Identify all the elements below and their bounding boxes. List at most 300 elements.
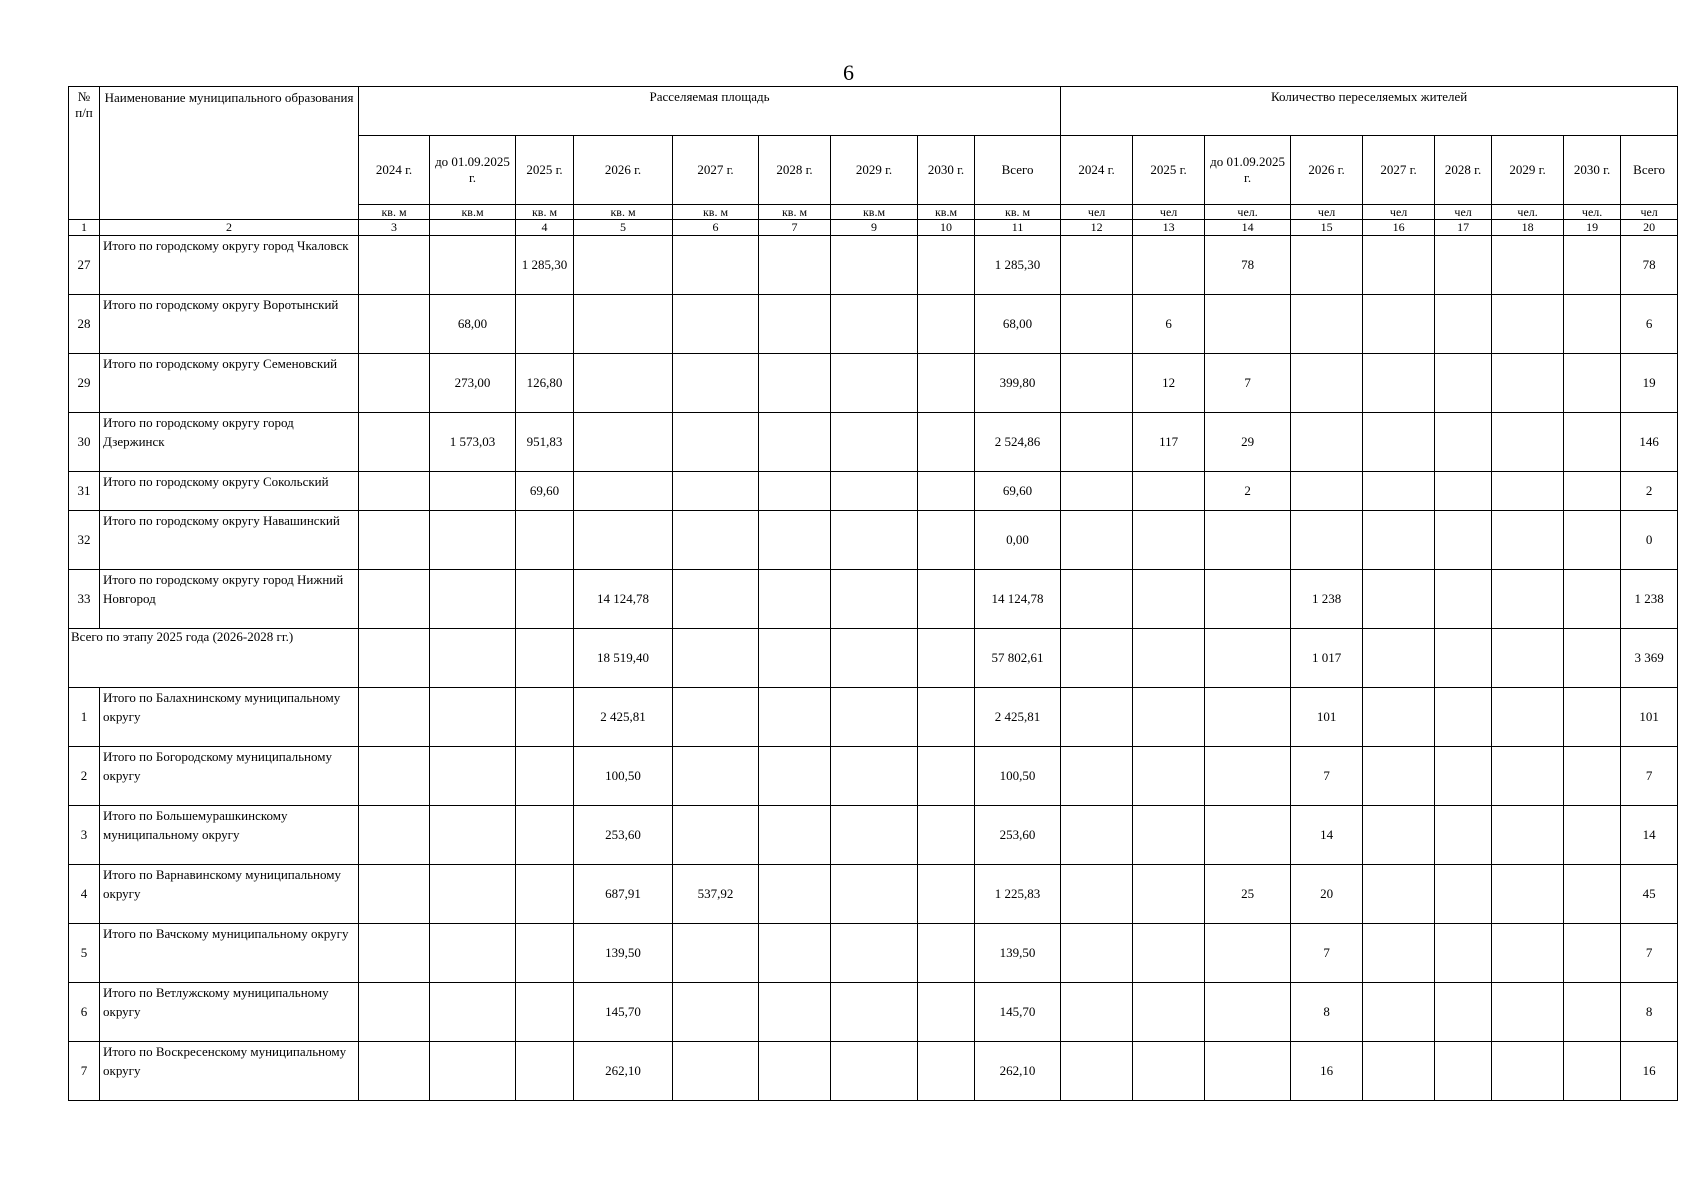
row-cell [1291, 236, 1363, 295]
row-cell: 29 [1205, 413, 1291, 472]
row-cell [1061, 413, 1133, 472]
row-name: Итого по городскому округу Воротынский [100, 295, 359, 354]
row-cell [1291, 295, 1363, 354]
row-cell [1205, 295, 1291, 354]
row-cell: 126,80 [516, 354, 574, 413]
row-cell [831, 511, 918, 570]
row-cell [430, 924, 516, 983]
header-no: № п/п [69, 87, 100, 220]
header-people-unit: чел. [1205, 205, 1291, 220]
row-cell [673, 924, 759, 983]
row-cell [516, 295, 574, 354]
header-col-number: 10 [918, 220, 975, 236]
header-people-unit: чел [1061, 205, 1133, 220]
row-cell [918, 865, 975, 924]
row-cell: 2 [1205, 472, 1291, 511]
header-people-unit: чел [1621, 205, 1678, 220]
row-number: 2 [69, 747, 100, 806]
total-row [69, 629, 1678, 688]
header-area-unit: кв. м [574, 205, 673, 220]
row-cell [673, 354, 759, 413]
header-area-year: Всего [975, 136, 1061, 205]
header-area-year: до 01.09.2025 г. [430, 136, 516, 205]
row-cell: 12 [1133, 354, 1205, 413]
header-col-number: 9 [831, 220, 918, 236]
row-cell [759, 1042, 831, 1101]
total-cell [1564, 629, 1621, 688]
table-row [69, 472, 1678, 511]
header-area-unit: кв.м [918, 205, 975, 220]
row-cell: 146 [1621, 413, 1678, 472]
row-cell [1564, 865, 1621, 924]
row-cell [1133, 983, 1205, 1042]
row-cell [918, 924, 975, 983]
row-cell [1564, 1042, 1621, 1101]
row-name: Итого по городскому округу Семеновский [100, 354, 359, 413]
row-cell [1492, 747, 1564, 806]
row-cell [430, 747, 516, 806]
total-cell [1061, 629, 1133, 688]
header-people-unit: чел [1363, 205, 1435, 220]
row-cell: 8 [1291, 983, 1363, 1042]
row-cell: 101 [1621, 688, 1678, 747]
table-row [69, 354, 1678, 413]
row-cell: 14 124,78 [975, 570, 1061, 629]
header-area-year: 2030 г. [918, 136, 975, 205]
row-name: Итого по Воскресенскому муниципальному округу [100, 1042, 359, 1101]
header-area-unit: кв.м [831, 205, 918, 220]
row-cell: 1 238 [1291, 570, 1363, 629]
row-cell [831, 1042, 918, 1101]
row-cell [1492, 1042, 1564, 1101]
row-cell: 16 [1621, 1042, 1678, 1101]
row-cell [1435, 924, 1492, 983]
row-name: Итого по городскому округу город Чкаловск [100, 236, 359, 295]
row-cell [516, 865, 574, 924]
row-cell [359, 688, 430, 747]
table-row [69, 688, 1678, 747]
row-number: 4 [69, 865, 100, 924]
header-col-number: 14 [1205, 220, 1291, 236]
row-cell [359, 747, 430, 806]
row-cell [1435, 413, 1492, 472]
row-cell [1205, 1042, 1291, 1101]
row-cell [1291, 472, 1363, 511]
row-cell [1061, 865, 1133, 924]
row-cell [1564, 354, 1621, 413]
row-cell [359, 983, 430, 1042]
row-number: 31 [69, 472, 100, 511]
row-name: Итого по городскому округу город Дзержинск [100, 413, 359, 472]
row-cell [918, 688, 975, 747]
header-col-number: 11 [975, 220, 1061, 236]
header-col-number: 20 [1621, 220, 1678, 236]
header-col-number: 13 [1133, 220, 1205, 236]
header-area-year: 2024 г. [359, 136, 430, 205]
row-cell: 7 [1621, 924, 1678, 983]
row-name: Итого по Ветлужскому муниципальному округу [100, 983, 359, 1042]
header-col-number: 19 [1564, 220, 1621, 236]
row-cell [759, 295, 831, 354]
header-name: Наименование муниципального образования [100, 87, 359, 220]
header-col-number [430, 220, 516, 236]
row-cell [1061, 570, 1133, 629]
header-col-number: 3 [359, 220, 430, 236]
row-cell [574, 413, 673, 472]
total-cell [516, 629, 574, 688]
row-cell [1435, 354, 1492, 413]
row-number: 7 [69, 1042, 100, 1101]
row-cell [759, 747, 831, 806]
header-people-group: Количество переселяемых жителей [1061, 87, 1678, 136]
row-cell [1564, 983, 1621, 1042]
total-cell [359, 629, 430, 688]
row-cell [1492, 688, 1564, 747]
row-cell [430, 511, 516, 570]
row-cell [1492, 472, 1564, 511]
row-cell [1133, 511, 1205, 570]
row-cell: 6 [1621, 295, 1678, 354]
row-cell [918, 747, 975, 806]
row-cell [1564, 806, 1621, 865]
header-col-number: 18 [1492, 220, 1564, 236]
row-cell: 687,91 [574, 865, 673, 924]
row-cell [1492, 236, 1564, 295]
row-cell [359, 472, 430, 511]
row-cell [831, 413, 918, 472]
row-cell [516, 806, 574, 865]
header-area-year: 2026 г. [574, 136, 673, 205]
row-cell [574, 354, 673, 413]
row-cell [430, 806, 516, 865]
row-cell [759, 924, 831, 983]
row-cell [918, 983, 975, 1042]
total-cell [759, 629, 831, 688]
row-cell: 139,50 [975, 924, 1061, 983]
header-people-unit: чел [1435, 205, 1492, 220]
total-cell: 57 802,61 [975, 629, 1061, 688]
table-row [69, 511, 1678, 570]
row-name: Итого по Балахнинскому муниципальному округу [100, 688, 359, 747]
row-cell: 1 285,30 [975, 236, 1061, 295]
row-cell [1205, 511, 1291, 570]
table-row [69, 236, 1678, 295]
header-area-year: 2027 г. [673, 136, 759, 205]
row-cell [673, 236, 759, 295]
row-number: 5 [69, 924, 100, 983]
row-cell [516, 511, 574, 570]
row-cell [1133, 688, 1205, 747]
row-cell [1492, 806, 1564, 865]
row-cell [1435, 570, 1492, 629]
row-cell [1061, 236, 1133, 295]
row-cell: 262,10 [574, 1042, 673, 1101]
row-cell: 399,80 [975, 354, 1061, 413]
row-cell: 1 285,30 [516, 236, 574, 295]
row-cell [359, 511, 430, 570]
row-cell: 25 [1205, 865, 1291, 924]
header-col-number: 12 [1061, 220, 1133, 236]
row-cell [1061, 806, 1133, 865]
row-cell [1363, 688, 1435, 747]
row-number: 27 [69, 236, 100, 295]
row-cell [1133, 924, 1205, 983]
row-number: 29 [69, 354, 100, 413]
row-cell [1492, 354, 1564, 413]
row-cell [673, 1042, 759, 1101]
row-cell: 78 [1621, 236, 1678, 295]
row-cell [759, 983, 831, 1042]
row-cell [1564, 688, 1621, 747]
row-cell [1363, 354, 1435, 413]
header-area-group: Расселяемая площадь [359, 87, 1061, 136]
row-cell: 1 573,03 [430, 413, 516, 472]
row-cell [1564, 747, 1621, 806]
row-cell [1564, 236, 1621, 295]
total-cell [1363, 629, 1435, 688]
row-cell [430, 236, 516, 295]
row-cell [1564, 511, 1621, 570]
row-cell [1492, 924, 1564, 983]
row-cell [673, 511, 759, 570]
row-cell [1492, 511, 1564, 570]
header-people-year: 2027 г. [1363, 136, 1435, 205]
row-cell: 7 [1291, 924, 1363, 983]
row-cell [430, 570, 516, 629]
row-cell [516, 1042, 574, 1101]
row-cell [516, 924, 574, 983]
row-name: Итого по городскому округу Сокольский [100, 472, 359, 511]
row-cell [1291, 354, 1363, 413]
header-area-year: 2029 г. [831, 136, 918, 205]
total-cell [430, 629, 516, 688]
header-people-unit: чел [1291, 205, 1363, 220]
header-people-year: 2029 г. [1492, 136, 1564, 205]
row-cell [831, 983, 918, 1042]
row-cell [831, 747, 918, 806]
row-cell [430, 472, 516, 511]
row-cell: 14 [1291, 806, 1363, 865]
row-cell: 101 [1291, 688, 1363, 747]
row-cell [1492, 983, 1564, 1042]
header-people-unit: чел. [1492, 205, 1564, 220]
header-area-unit: кв. м [673, 205, 759, 220]
row-name: Итого по Варнавинскому муниципальному округу [100, 865, 359, 924]
row-cell [1435, 865, 1492, 924]
total-cell [918, 629, 975, 688]
row-cell [1363, 295, 1435, 354]
row-cell [1291, 511, 1363, 570]
row-cell [673, 688, 759, 747]
row-cell [1133, 865, 1205, 924]
total-cell [1133, 629, 1205, 688]
row-cell [359, 806, 430, 865]
row-cell: 0 [1621, 511, 1678, 570]
total-cell [1435, 629, 1492, 688]
table-row [69, 747, 1678, 806]
row-cell: 273,00 [430, 354, 516, 413]
row-cell [831, 688, 918, 747]
header-col-number: 17 [1435, 220, 1492, 236]
row-cell [1205, 983, 1291, 1042]
total-cell: 18 519,40 [574, 629, 673, 688]
total-cell [1205, 629, 1291, 688]
row-cell [759, 865, 831, 924]
row-cell [1133, 570, 1205, 629]
header-people-year: 2026 г. [1291, 136, 1363, 205]
header-area-unit: кв. м [516, 205, 574, 220]
row-cell [1363, 236, 1435, 295]
row-cell [1492, 570, 1564, 629]
row-cell: 14 124,78 [574, 570, 673, 629]
row-cell [918, 236, 975, 295]
row-cell [1363, 472, 1435, 511]
page-number: 6 [843, 60, 854, 85]
row-cell: 2 524,86 [975, 413, 1061, 472]
row-cell [673, 570, 759, 629]
row-cell [1363, 983, 1435, 1042]
total-label: Всего по этапу 2025 года (2026-2028 гг.) [69, 629, 359, 688]
table-row [69, 924, 1678, 983]
row-cell [430, 983, 516, 1042]
row-name: Итого по Большемурашкинскому муниципальному округу [100, 806, 359, 865]
row-cell [759, 354, 831, 413]
row-cell [574, 295, 673, 354]
header-people-year: 2028 г. [1435, 136, 1492, 205]
row-cell [1435, 747, 1492, 806]
row-cell: 2 425,81 [574, 688, 673, 747]
row-cell [1492, 295, 1564, 354]
row-name: Итого по городскому округу Навашинский [100, 511, 359, 570]
row-cell [1363, 413, 1435, 472]
row-cell: 253,60 [975, 806, 1061, 865]
row-cell [359, 413, 430, 472]
row-cell [831, 865, 918, 924]
row-cell [831, 354, 918, 413]
row-cell [831, 236, 918, 295]
row-cell: 7 [1621, 747, 1678, 806]
row-cell: 1 225,83 [975, 865, 1061, 924]
row-cell: 537,92 [673, 865, 759, 924]
row-cell [831, 806, 918, 865]
resettlement-table [68, 86, 1678, 1101]
header-people-unit: чел [1133, 205, 1205, 220]
row-number: 1 [69, 688, 100, 747]
row-cell: 1 238 [1621, 570, 1678, 629]
row-cell [1363, 747, 1435, 806]
row-cell [1492, 413, 1564, 472]
row-cell [759, 570, 831, 629]
row-cell [673, 472, 759, 511]
row-cell [918, 413, 975, 472]
row-cell [430, 865, 516, 924]
row-cell [1492, 865, 1564, 924]
header-col-number: 6 [673, 220, 759, 236]
row-cell [759, 236, 831, 295]
row-cell [918, 1042, 975, 1101]
row-cell [1363, 1042, 1435, 1101]
row-cell: 0,00 [975, 511, 1061, 570]
row-cell: 262,10 [975, 1042, 1061, 1101]
row-name: Итого по Богородскому муниципальному округу [100, 747, 359, 806]
row-cell [1435, 688, 1492, 747]
row-number: 28 [69, 295, 100, 354]
row-cell: 68,00 [430, 295, 516, 354]
row-cell [1205, 924, 1291, 983]
row-cell: 100,50 [574, 747, 673, 806]
total-cell [831, 629, 918, 688]
row-cell [759, 472, 831, 511]
row-cell [516, 983, 574, 1042]
row-cell [1133, 806, 1205, 865]
row-cell [918, 472, 975, 511]
row-cell [359, 354, 430, 413]
row-cell [1133, 747, 1205, 806]
row-cell: 16 [1291, 1042, 1363, 1101]
header-people-year: 2024 г. [1061, 136, 1133, 205]
total-cell [673, 629, 759, 688]
row-cell [673, 295, 759, 354]
row-number: 3 [69, 806, 100, 865]
row-cell [359, 865, 430, 924]
row-cell [359, 236, 430, 295]
row-cell [1435, 236, 1492, 295]
row-cell: 69,60 [975, 472, 1061, 511]
row-cell [516, 747, 574, 806]
row-cell [831, 570, 918, 629]
total-cell [1492, 629, 1564, 688]
row-cell: 2 425,81 [975, 688, 1061, 747]
row-cell [1133, 236, 1205, 295]
row-cell [359, 295, 430, 354]
row-cell [831, 472, 918, 511]
row-cell [831, 295, 918, 354]
row-cell [1061, 924, 1133, 983]
row-cell [1133, 1042, 1205, 1101]
row-cell: 69,60 [516, 472, 574, 511]
row-cell [831, 924, 918, 983]
header-people-year: 2030 г. [1564, 136, 1621, 205]
row-cell: 117 [1133, 413, 1205, 472]
row-cell [1564, 472, 1621, 511]
row-cell [1061, 511, 1133, 570]
row-cell: 7 [1291, 747, 1363, 806]
row-number: 6 [69, 983, 100, 1042]
row-cell [918, 295, 975, 354]
row-cell: 7 [1205, 354, 1291, 413]
row-cell [359, 924, 430, 983]
row-cell [574, 511, 673, 570]
row-cell [1061, 747, 1133, 806]
row-cell: 2 [1621, 472, 1678, 511]
row-cell [1133, 472, 1205, 511]
row-cell [759, 413, 831, 472]
row-cell [918, 806, 975, 865]
row-cell [1564, 413, 1621, 472]
row-number: 32 [69, 511, 100, 570]
row-number: 33 [69, 570, 100, 629]
row-cell [1205, 747, 1291, 806]
header-area-unit: кв. м [759, 205, 831, 220]
row-cell [516, 688, 574, 747]
row-cell [574, 236, 673, 295]
header-people-year: Всего [1621, 136, 1678, 205]
row-cell [430, 1042, 516, 1101]
row-cell: 78 [1205, 236, 1291, 295]
header-area-unit: кв. м [359, 205, 430, 220]
row-cell [1435, 472, 1492, 511]
row-cell [1205, 806, 1291, 865]
